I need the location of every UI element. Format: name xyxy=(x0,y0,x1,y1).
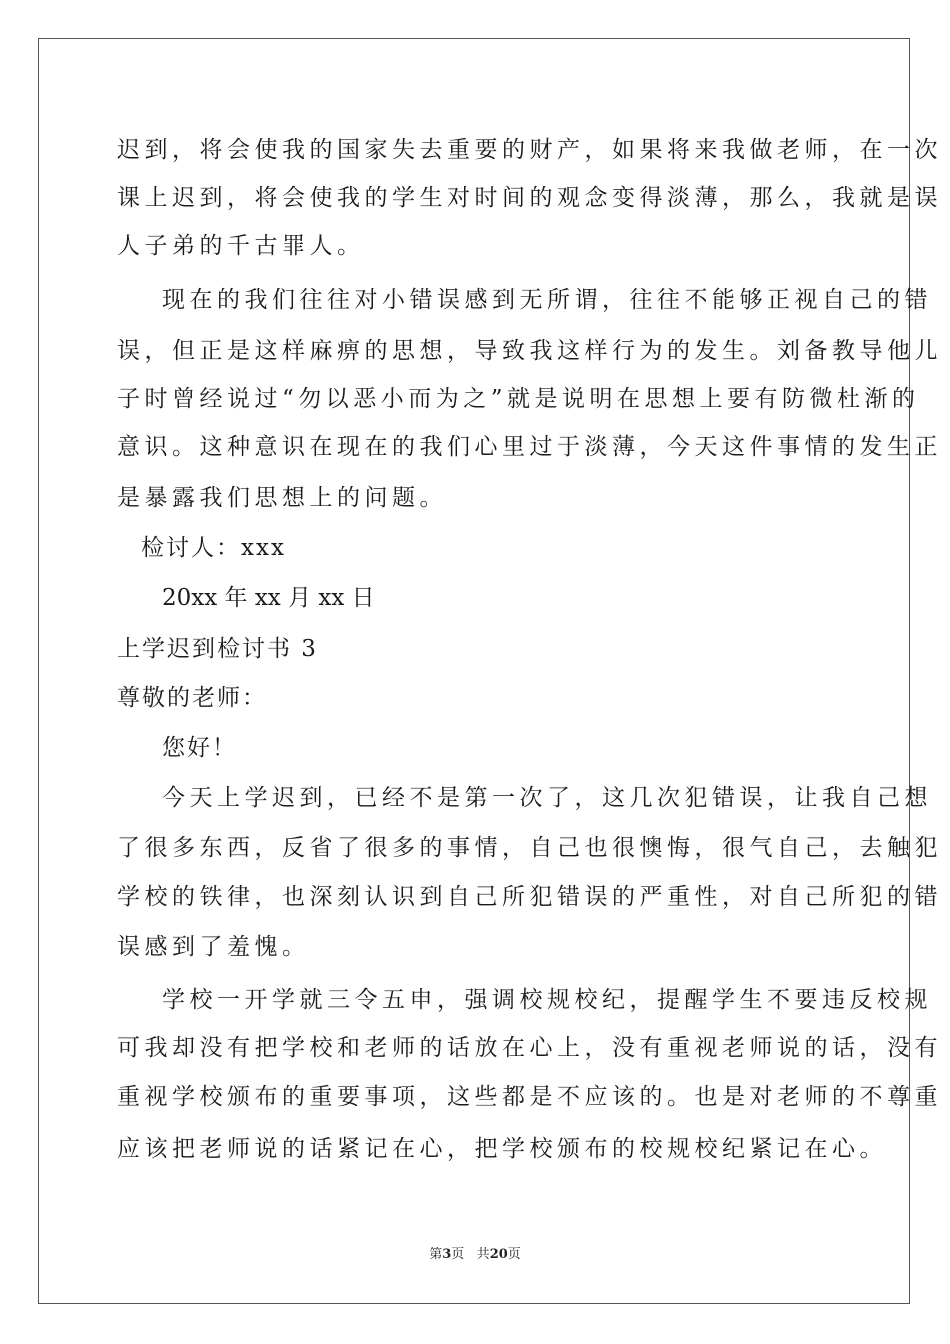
paragraph-line: 意识。这种意识在现在的我们心里过于淡薄，今天这件事情的发生正 xyxy=(117,434,942,460)
page-border xyxy=(38,38,910,1304)
paragraph-line: 误，但正是这样麻痹的思想，导致我这样行为的发生。刘备教导他儿 xyxy=(117,338,942,364)
paragraph-line: 应该把老师说的话紧记在心，把学校颁布的校规校纪紧记在心。 xyxy=(117,1136,887,1162)
paragraph-line: 人子弟的千古罪人。 xyxy=(117,233,365,259)
page-number: 3 xyxy=(442,1247,452,1262)
paragraph-line: 迟到，将会使我的国家失去重要的财产，如果将来我做老师，在一次 xyxy=(117,137,942,163)
section-title: 上学迟到检讨书 3 xyxy=(117,636,318,662)
greeting: 您好！ xyxy=(162,735,237,761)
reviewer-signature: 检讨人：xxx xyxy=(141,535,286,561)
total-label-prefix: 共 xyxy=(476,1247,490,1262)
paragraph-line: 学校的铁律，也深刻认识到自己所犯错误的严重性，对自己所犯的错 xyxy=(117,884,942,910)
total-label-suffix: 页 xyxy=(507,1247,521,1262)
paragraph-line: 误感到了羞愧。 xyxy=(117,934,310,960)
paragraph-line: 是暴露我们思想上的问题。 xyxy=(117,485,447,511)
paragraph-line: 重视学校颁布的重要事项，这些都是不应该的。也是对老师的不尊重 xyxy=(117,1084,942,1110)
paragraph-line: 课上迟到，将会使我的学生对时间的观念变得淡薄，那么，我就是误 xyxy=(117,185,942,211)
signature-date: 20xx 年 xx 月 xx 日 xyxy=(162,585,375,611)
paragraph-line: 了很多东西，反省了很多的事情，自己也很懊悔，很气自己，去触犯 xyxy=(117,835,942,861)
total-pages: 20 xyxy=(489,1247,508,1262)
page-label-prefix: 第 xyxy=(429,1247,443,1262)
paragraph-line: 现在的我们往往对小错误感到无所谓，往往不能够正视自己的错 xyxy=(162,287,932,313)
page-footer xyxy=(0,1246,950,1264)
salutation: 尊敬的老师： xyxy=(117,685,267,711)
page-label-suffix: 页 xyxy=(451,1247,465,1262)
paragraph-line: 子时曾经说过“勿以恶小而为之”就是说明在思想上要有防微杜渐的 xyxy=(117,386,920,412)
paragraph-line: 学校一开学就三令五申，强调校规校纪，提醒学生不要违反校规 xyxy=(162,987,932,1013)
paragraph-line: 今天上学迟到，已经不是第一次了，这几次犯错误，让我自己想 xyxy=(162,785,932,811)
paragraph-line: 可我却没有把学校和老师的话放在心上，没有重视老师说的话，没有 xyxy=(117,1035,942,1061)
